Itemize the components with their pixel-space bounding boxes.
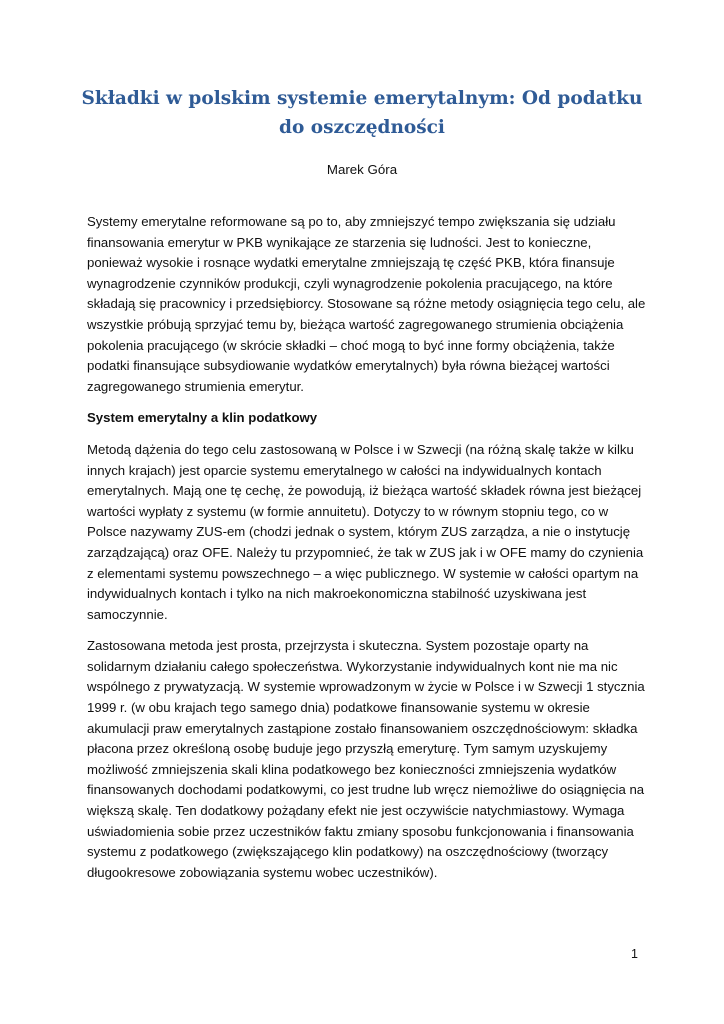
document-body: [87, 212, 647, 894]
author-name: Marek Góra: [326, 162, 398, 177]
section-heading: System emerytalny a klin podatkowy: [87, 410, 318, 426]
paragraph-intro: Systemy emerytalne reformowane są po to, aby zmniejszyć tempo zwiększania się udziału finansowania emerytur w PKB wynikające ze starzenia się ludności. Jest to konieczne, ponieważ wysokie i rosnące wydatki emerytalne zmniejszają tę część PKB, która finansuje wynagrodzenie czynników produkcji, czyli wynagrodzenie pokolenia pracującego, na które składają się pracownicy i przedsiębiorcy. Stosowane są różne metody osiągnięcia tego celu, ale wszystkie próbują sprzyjać temu by, bieżąca wartość zagregowanego strumienia obciążenia pokolenia pracującego (w skrócie składki – choć mogą to być inne formy obciążenia, także podatki finansujące subsydiowanie wydatków emerytalnych) była równa bieżącej wartości zagregowanego strumienia emerytur.: [87, 214, 646, 394]
paragraph-method: Metodą dążenia do tego celu zastosowaną w Polsce i w Szwecji (na różną skalę także w kilku innych krajach) jest oparcie systemu emerytalnego w całości na indywidualnych kontach emerytalnych. Mają one tę cechę, że powodują, iż bieżąca wartość składek równa jest bieżącej wartości wypłaty z systemu (w formie annuitetu). Dotyczy to w równym stopniu tego, co w Polsce nazywamy ZUS-em (chodzi jednak o system, którym ZUS zarządza, a nie o instytucję zarządzającą) oraz OFE. Należy tu przypomnieć, że tak w ZUS jak i w OFE mamy do czynienia z elementami systemu powszechnego – a więc publicznego. W systemie w całości opartym na indywidualnych kontach i tylko na nich makroekonomiczna stabilność uzyskiwana jest samoczynnie.: [87, 441, 644, 622]
paragraph-result: Zastosowana metoda jest prosta, przejrzysta i skuteczna. System pozostaje oparty na solidarnym działaniu całego społeczeństwa. Wykorzystanie indywidualnych kont nie ma nic wspólnego z prywatyzacją. W systemie wprowadzonym w życie w Polsce i w Szwecji 1 stycznia 1999 r. (w obu krajach tego samego dnia) podatkowe finansowanie systemu w okresie akumulacji praw emerytalnych zastąpione zostało finansowaniem oszczędnościowym: składka płacona przez określoną osobę buduje jego przyszłą emeryturę. Tym samym uzyskujemy możliwość zmniejszenia skali klina podatkowego bez konieczności zmniejszenia wydatków finansowanych dochodami podatkowymi, co jest trudne lub wręcz niemożliwe do osiągnięcia na większą skalę. Ten dodatkowy pożądany efekt nie jest oczywiście natychmiastowy. Wymaga uświadomienia sobie przez uczestników faktu zmiany sposobu funkcjonowania i finansowania systemu z podatkowego (zwiększającego klin podatkowy) na oszczędnościowy (tworzący długookresowe zobowiązania systemu wobec uczestników).: [87, 638, 645, 880]
document-title: Składki w polskim systemie emerytalnym: Od podatku do oszczędności: [81, 88, 643, 138]
page-number: 1: [631, 947, 638, 961]
